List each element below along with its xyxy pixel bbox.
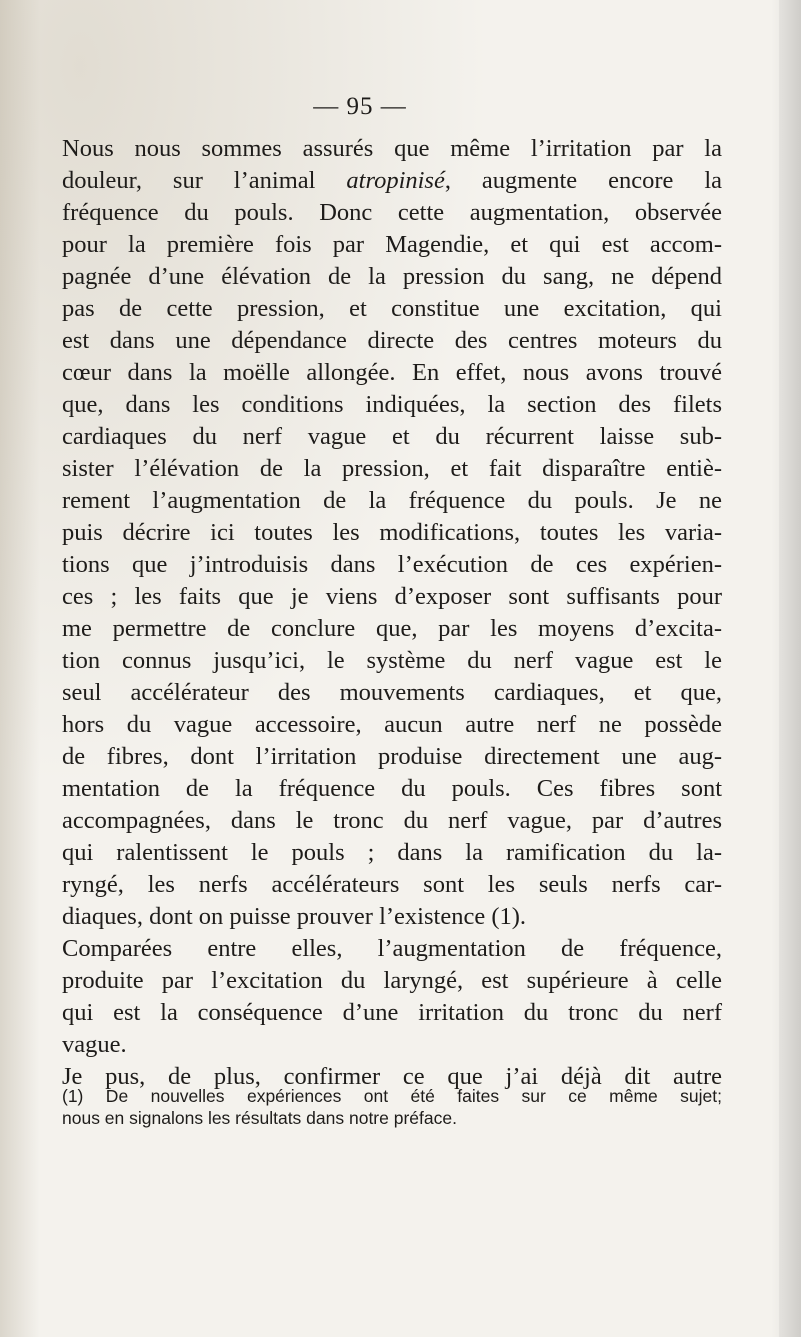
text-line: pour la première fois par Magendie, et qui est accom- — [62, 231, 722, 258]
text-line: rement l’augmentation de la fréquence du pouls. Je ne — [62, 487, 722, 514]
text-line: ryngé, les nerfs accélérateurs sont les seuls nerfs car- — [62, 871, 722, 898]
footnote-line: nous en signalons les résultats dans notre préface. — [62, 1108, 457, 1128]
body-text — [62, 133, 722, 1093]
paragraph-1 — [62, 133, 722, 933]
text-line: hors du vague accessoire, aucun autre nerf ne possède — [62, 711, 722, 738]
text-line: qui est la conséquence d’une irritation du tronc du nerf — [62, 999, 722, 1026]
text-line: douleur, sur l’animal atropinisé, augmente encore la — [62, 167, 723, 194]
page-number: — 95 — — [313, 93, 407, 120]
text-line: sister l’élévation de la pression, et fait disparaître entiè- — [62, 455, 722, 482]
text-line: tions que j’introduisis dans l’exécution de ces expérien- — [62, 551, 722, 578]
text-line: que, dans les conditions indiquées, la section des filets — [62, 391, 722, 418]
text-line: me permettre de conclure que, par les moyens d’excita- — [62, 615, 722, 642]
text-line: cœur dans la moëlle allongée. En effet, nous avons trouvé — [62, 359, 722, 386]
text-line: mentation de la fréquence du pouls. Ces fibres sont — [62, 775, 722, 802]
text-line: pagnée d’une élévation de la pression du sang, ne dépend — [62, 263, 722, 290]
text-line: diaques, dont on puisse prouver l’existence (1). — [62, 903, 527, 930]
text-line: tion connus jusqu’ici, le système du nerf vague est le — [62, 647, 722, 674]
paragraph-2 — [62, 933, 722, 1061]
text-line: fréquence du pouls. Donc cette augmentation, observée — [62, 199, 722, 226]
text-line: accompagnées, dans le tronc du nerf vague, par d’autres — [62, 807, 722, 834]
text-line: Comparées entre elles, l’augmentation de fréquence, — [62, 935, 722, 962]
text-line: puis décrire ici toutes les modifications, toutes les varia- — [62, 519, 722, 546]
text-line: qui ralentissent le pouls ; dans la ramification du la- — [62, 839, 722, 866]
text-line: cardiaques du nerf vague et du récurrent laisse sub- — [62, 423, 722, 450]
text-line: vague. — [62, 1031, 127, 1058]
text-line: Je pus, de plus, confirmer ce que j’ai déjà dit autre — [62, 1063, 722, 1090]
text-line: ces ; les faits que je viens d’exposer sont suffisants pour — [62, 583, 722, 610]
page-edge — [779, 0, 801, 1337]
footnote-line: (1) De nouvelles expériences ont été faites sur ce même sujet; — [62, 1086, 722, 1106]
text-line: de fibres, dont l’irritation produise directement une aug- — [62, 743, 722, 770]
text-line: seul accélérateur des mouvements cardiaques, et que, — [62, 679, 722, 706]
text-line: pas de cette pression, et constitue une excitation, qui — [62, 295, 722, 322]
text-line: est dans une dépendance directe des centres moteurs du — [62, 327, 722, 354]
text-line: Nous nous sommes assurés que même l’irritation par la — [62, 135, 722, 162]
footnote — [62, 1085, 722, 1129]
italic-term: atropinisé — [346, 167, 445, 194]
text-line: produite par l’excitation du laryngé, est supérieure à celle — [62, 967, 722, 994]
